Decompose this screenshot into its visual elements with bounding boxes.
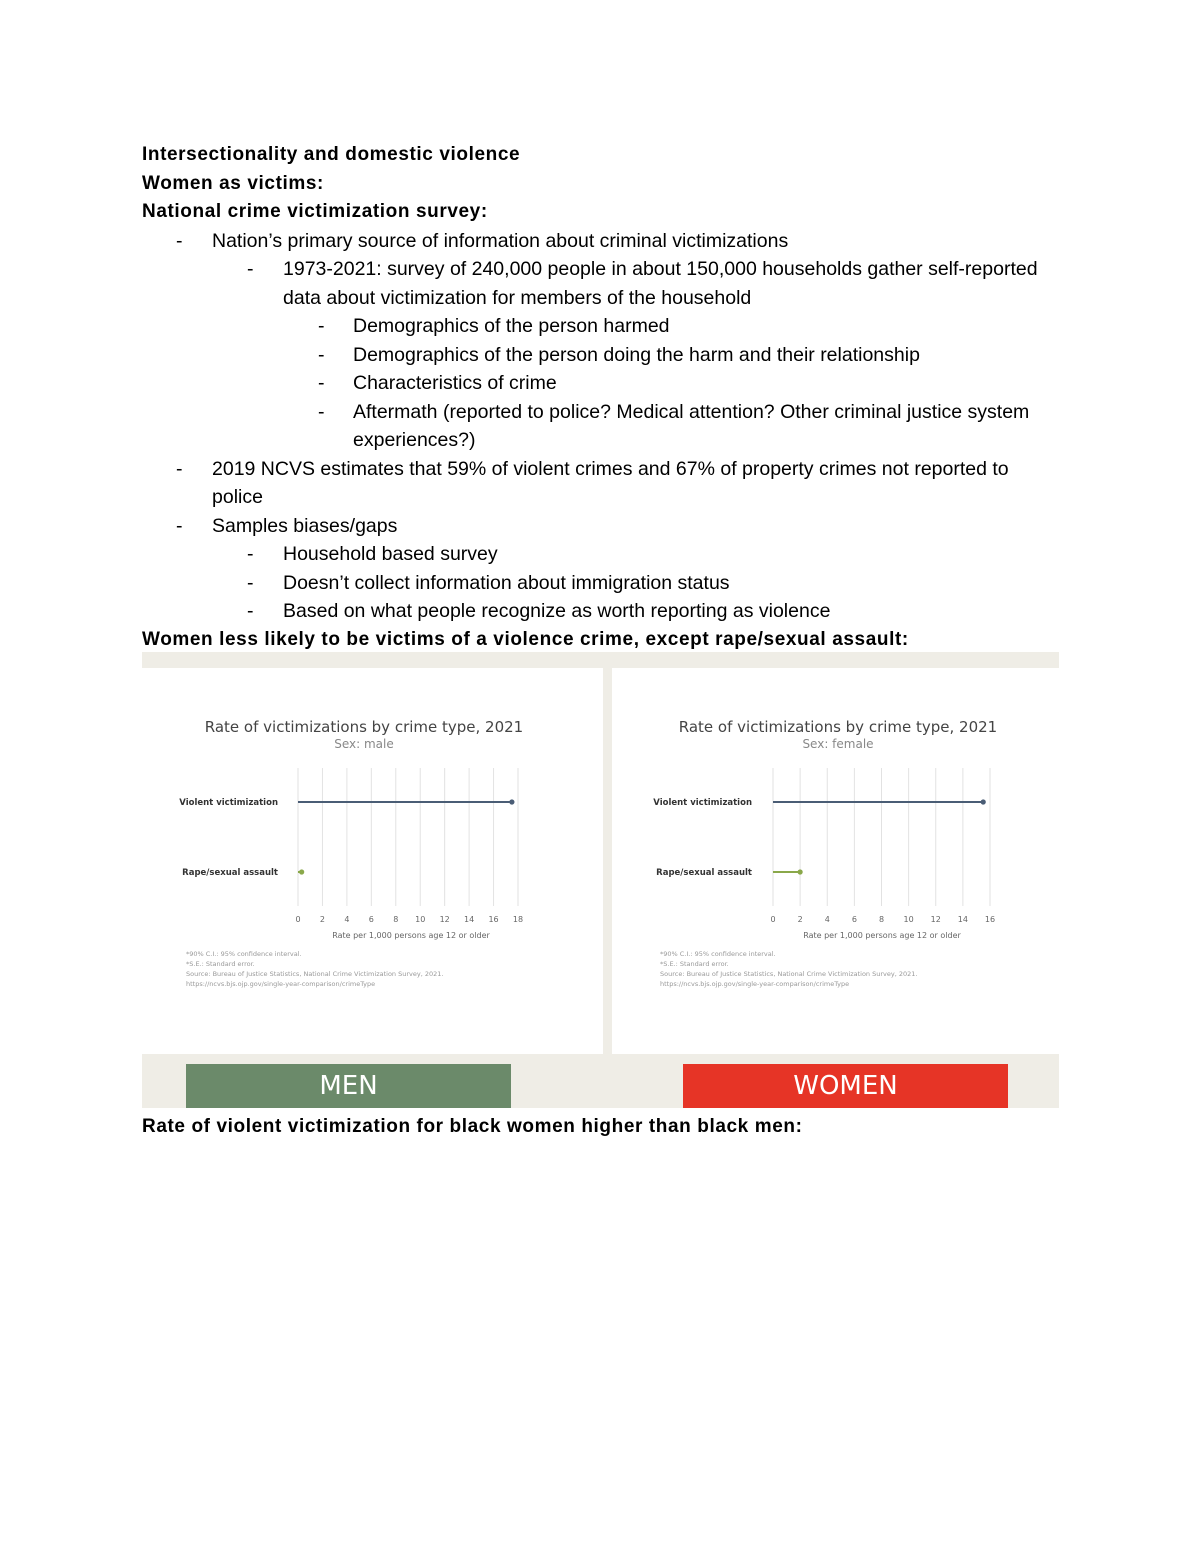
list-item-text: Characteristics of crime [353,372,557,394]
list-item-text: Household based survey [283,543,498,565]
x-tick-label: 4 [344,915,350,924]
x-tick-label: 10 [903,915,914,924]
x-tick-label: 12 [930,915,941,924]
chart-note: *S.E.: Standard error. [186,960,255,968]
x-tick-label: 12 [439,915,450,924]
bullet-dash: - [318,343,325,366]
x-tick-label: 0 [770,915,776,924]
heading-less-likely: Women less likely to be victims of a violence crime, except rape/sexual assault: [142,628,909,650]
list-item [142,255,1062,312]
x-tick-label: 16 [488,915,499,924]
x-tick-label: 10 [415,915,426,924]
x-axis-label: Rate per 1,000 persons age 12 or older [332,931,490,940]
x-tick-label: 0 [295,915,301,924]
list-item-text: 1973-2021: survey of 240,000 people in about 150,000 households gather self-reported data about victimization for members of the household [283,258,1038,309]
chart-note: https://ncvs.bjs.ojp.gov/single-year-comparison/crimeType [660,980,850,988]
chart-title: Rate of victimizations by crime type, 2021 [204,718,524,736]
list-item [142,227,1062,256]
chart-note: *90% C.I.: 95% confidence interval. [660,950,776,958]
x-tick-label: 2 [319,915,325,924]
x-tick-label: 6 [851,915,857,924]
bullet-dash: - [176,514,183,537]
list-item [142,455,1062,512]
chart-panel-male [142,668,603,1054]
heading-women-victims: Women as victims: [142,172,324,194]
chart-note: Source: Bureau of Justice Statistics, National Crime Victimization Survey, 2021. [660,970,918,978]
list-item-text: 2019 NCVS estimates that 59% of violent crimes and 67% of property crimes not reported to police [212,457,1009,508]
x-tick-label: 8 [878,915,885,924]
chart-note: *S.E.: Standard error. [660,960,729,968]
bullet-dash: - [247,600,254,622]
list-item [142,369,1062,398]
list-item-text: Demographics of the person harmed [353,315,670,337]
list-item [142,512,1062,541]
list-item-text: Aftermath (reported to police? Medical attention? Other criminal justice system experiences?) [353,400,1030,451]
chart-male [142,668,603,1054]
list-item [142,597,1062,626]
chart-female [612,668,1059,1054]
list-item-text: Demographics of the person doing the harm and their relationship [353,343,920,366]
chart-subtitle: Sex: male [334,737,394,751]
list-item [142,569,1062,598]
list-item-text: Nation’s primary source of information about criminal victimizations [212,229,789,252]
list-item [142,312,1062,341]
x-tick-label: 16 [984,915,996,924]
bullet-dash: - [318,372,325,394]
doc-title: Intersectionality and domestic violence [142,144,521,165]
bullet-dash: - [318,315,325,337]
chart-title: Rate of victimizations by crime type, 2021 [678,718,998,736]
value-dot [509,799,514,804]
heading-black-women: Rate of violent victimization for black women higher than black men: [142,1116,803,1137]
chart-panel-female [612,668,1059,1054]
list-item-text: Samples biases/gaps [212,514,398,537]
category-label: Violent victimization [653,798,752,808]
bullet-dash: - [247,571,254,594]
bullet-dash: - [176,457,183,480]
list-item [142,540,1062,569]
list-item-text: Based on what people recognize as worth reporting as violence [283,600,831,622]
women-label: WOMEN [683,1064,1008,1108]
x-tick-label: 2 [797,915,803,924]
value-dot [798,869,803,874]
comparison-figure [142,652,1059,1108]
heading-ncvs: National crime victimization survey: [142,201,488,222]
x-tick-label: 8 [393,915,399,924]
bullet-dash: - [247,543,254,565]
x-tick-label: 18 [512,915,524,924]
men-label: MEN [186,1064,511,1108]
bullet-dash: - [318,400,325,423]
x-tick-label: 6 [368,915,374,924]
chart-subtitle: Sex: female [802,737,874,751]
document-body [142,141,1062,654]
value-dot [299,869,304,874]
bullet-dash: - [176,229,183,252]
x-axis-label: Rate per 1,000 persons age 12 or older [803,931,961,940]
chart-note: https://ncvs.bjs.ojp.gov/single-year-comparison/crimeType [186,980,376,988]
x-tick-label: 14 [464,915,475,924]
category-label: Rape/sexual assault [182,868,278,878]
x-tick-label: 14 [957,915,968,924]
chart-note: Source: Bureau of Justice Statistics, National Crime Victimization Survey, 2021. [186,970,444,978]
list-item [142,398,1062,455]
list-item-text: Doesn’t collect information about immigration status [283,571,730,594]
value-dot [981,799,986,804]
x-tick-label: 4 [824,915,830,924]
bullet-dash: - [247,258,254,280]
list-item [142,341,1062,370]
category-label: Violent victimization [179,798,278,808]
category-label: Rape/sexual assault [656,868,752,878]
chart-note: *90% C.I.: 95% confidence interval. [186,950,302,958]
